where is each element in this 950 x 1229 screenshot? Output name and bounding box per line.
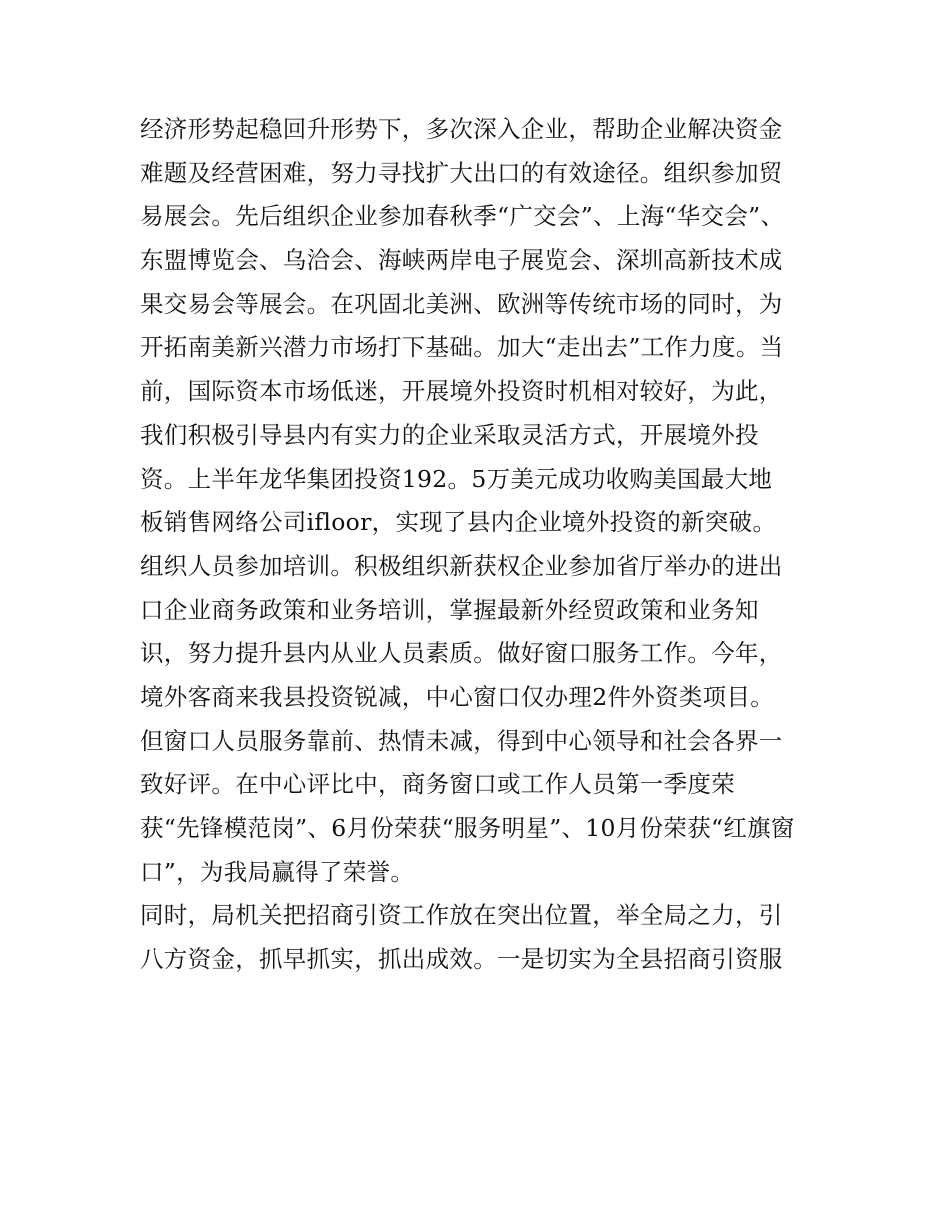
text-line: 组织人员参加培训。积极组织新获权企业参加省厅举办的进出 [140,551,783,580]
text-line: 口企业商务政策和业务培训，掌握最新外经贸政策和业务知 [140,595,759,624]
text-line: 我们积极引导县内有实力的企业采取灵活方式，开展境外投 [140,420,759,449]
document-body [140,108,820,982]
paragraph [140,894,820,981]
text-line: 境外客商来我县投资锐减，中心窗口仅办理2件外资类项目。 [140,682,775,711]
text-line: 开拓南美新兴潜力市场打下基础。加大“走出去”工作力度。当 [140,333,784,362]
text-line: 资。上半年龙华集团投资192。5万美元成功收购美国最大地 [140,464,773,493]
text-line: 东盟博览会、乌洽会、海峡两岸电子展览会、深圳高新技术成 [140,246,783,275]
text-line: 致好评。在中心评比中，商务窗口或工作人员第一季度荣 [140,770,735,799]
text-line: 口”，为我局赢得了荣誉。 [140,857,415,886]
text-line: 获“先锋模范岗”、6月份荣获“服务明星”、10月份荣获“红旗窗 [140,814,795,842]
text-line: 板销售网络公司ifloor，实现了县内企业境外投资的新突破。 [140,508,777,537]
text-line: 八方资金，抓早抓实，抓出成效。一是切实为全县招商引资服 [140,945,783,974]
text-line: 识，努力提升县内从业人员素质。做好窗口服务工作。今年， [140,639,783,668]
text-line: 前，国际资本市场低迷，开展境外投资时机相对较好，为此， [140,377,783,406]
text-line: 易展会。先后组织企业参加春秋季“广交会”、上海“华交会”、 [140,202,785,231]
text-line: 难题及经营困难，努力寻找扩大出口的有效途径。组织参加贸 [140,158,783,187]
text-line: 经济形势起稳回升形势下，多次深入企业，帮助企业解决资金 [140,115,783,143]
text-line: 果交易会等展会。在巩固北美洲、欧洲等传统市场的同时，为 [140,289,783,318]
text-line: 但窗口人员服务靠前、热情未减，得到中心领导和社会各界一 [140,726,783,755]
paragraph [140,108,820,894]
text-line: 同时，局机关把招商引资工作放在突出位置，举全局之力，引 [140,901,783,930]
